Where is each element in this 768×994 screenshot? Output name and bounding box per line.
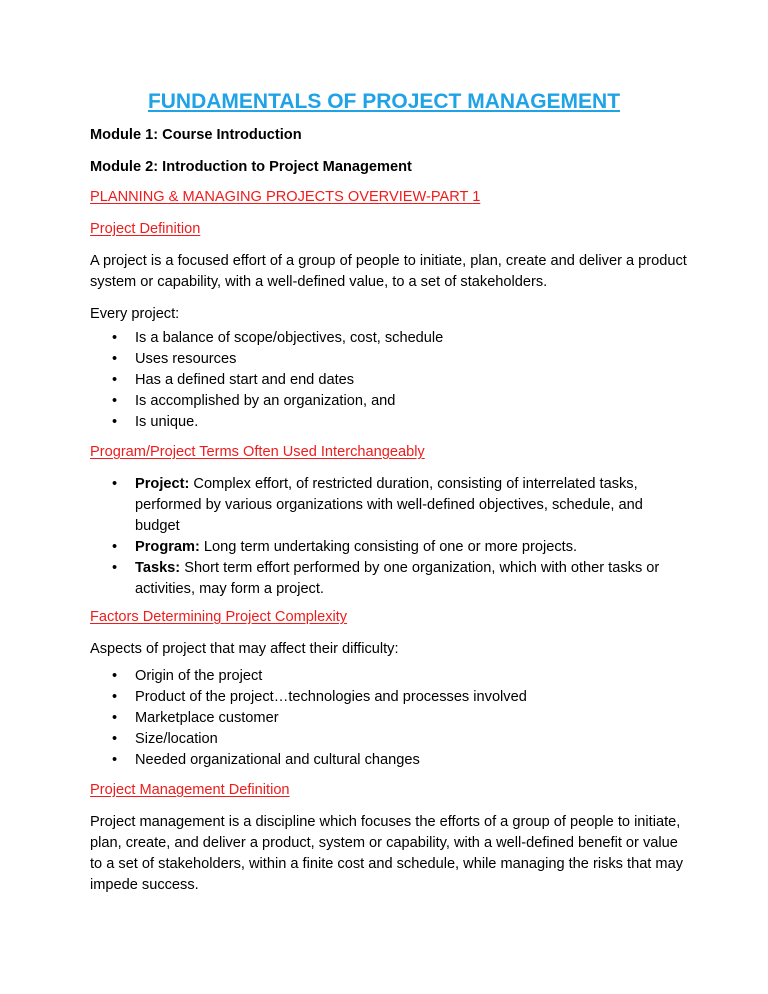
complexity-intro: Aspects of project that may affect their difficulty: [90, 641, 399, 657]
list-item: • Needed organizational and cultural changes [90, 750, 690, 771]
pm-definition-heading: Project Management Definition [90, 782, 290, 798]
list-item: • Uses resources [90, 349, 690, 370]
project-definition-heading: Project Definition [90, 221, 201, 237]
document-title: FUNDAMENTALS OF PROJECT MANAGEMENT [147, 90, 621, 113]
term-text: Long term undertaking consisting of one or more projects. [199, 539, 578, 555]
term-label: Tasks: [135, 560, 181, 576]
term-label: Program: [135, 539, 200, 555]
every-project-intro: Every project: [90, 306, 180, 322]
list-item: • Is a balance of scope/objectives, cost, schedule [90, 328, 690, 349]
every-project-list [90, 328, 690, 433]
term-label: Project: [135, 476, 190, 492]
list-item [90, 558, 690, 600]
module-1-heading: Module 1: Course Introduction [90, 127, 302, 143]
list-item [90, 537, 690, 558]
list-item: • Origin of the project [90, 666, 690, 687]
list-item: • Is unique. [90, 412, 690, 433]
pm-definition-text: Project management is a discipline which focuses the efforts of a group of people to initiate, plan, create, and deliver a product, system or capability, with a well-defined benefit or value to a set of stakeholders, within a finite cost and schedule, while managing the risks that may impede success. [90, 814, 683, 893]
complexity-heading: Factors Determining Project Complexity [90, 609, 348, 625]
terms-list [90, 474, 690, 600]
list-item: • Has a defined start and end dates [90, 370, 690, 391]
module-2-heading: Module 2: Introduction to Project Management [90, 159, 412, 175]
list-item: • Product of the project…technologies and processes involved [90, 687, 690, 708]
terms-heading: Program/Project Terms Often Used Interchangeably [90, 444, 425, 460]
section-overview-heading: PLANNING & MANAGING PROJECTS OVERVIEW-PART 1 [90, 189, 481, 205]
term-text: Complex effort, of restricted duration, consisting of interrelated tasks, performed by various organizations with well-defined objectives, schedule, and budget [135, 476, 643, 534]
complexity-list [90, 666, 690, 771]
list-item: • Is accomplished by an organization, and [90, 391, 690, 412]
list-item: • Marketplace customer [90, 708, 690, 729]
project-definition-text: A project is a focused effort of a group of people to initiate, plan, create and deliver a product system or capability, with a well-defined value, to a set of stakeholders. [90, 253, 687, 290]
list-item: • Size/location [90, 729, 690, 750]
list-item [90, 474, 690, 537]
term-text: Short term effort performed by one organization, which with other tasks or activities, may form a project. [135, 560, 660, 597]
